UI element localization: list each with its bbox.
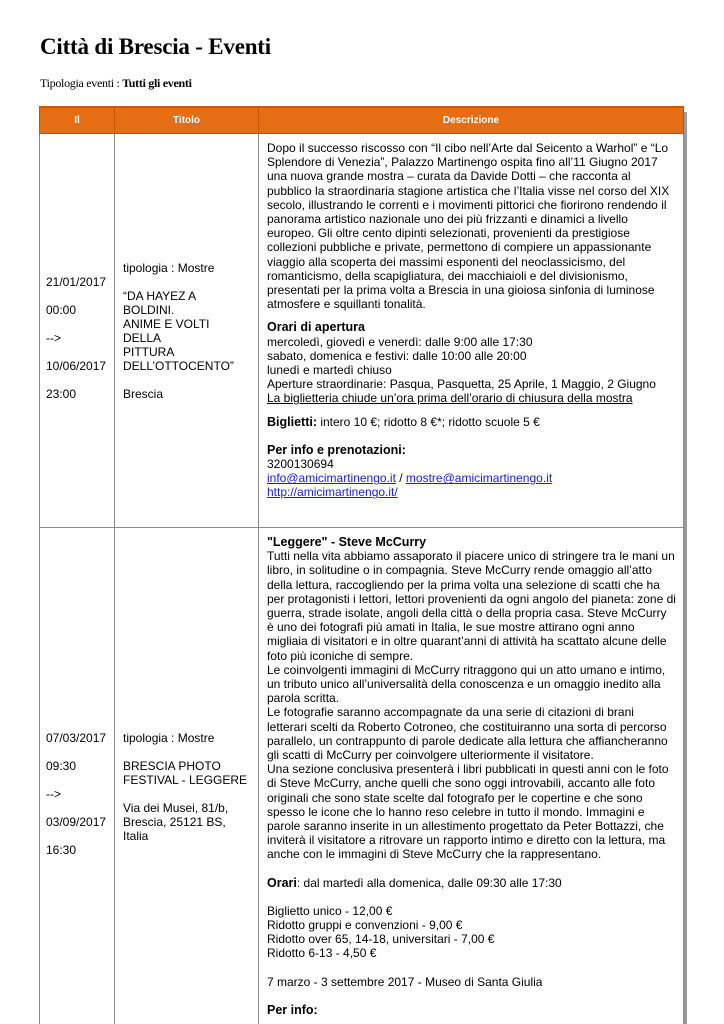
events-table [39,106,684,1024]
opening-hours-line: sabato, domenica e festivi: dalle 10:00 alle 20:00 [267,348,527,363]
time-start: 09:30 [46,758,77,773]
table-row [40,528,684,1024]
hours-text: : dal martedì alla domenica, dalle 09:30 alle 17:30 [296,875,562,890]
column-header-date: Il [40,107,115,134]
filter-label: Tipologia eventi : [40,76,123,90]
date-end: 03/09/2017 [46,814,107,829]
website-link[interactable]: http://amicimartinengo.it/ [267,485,398,500]
dates-and-venue: 7 marzo - 3 settembre 2017 - Museo di Santa Giulia [267,974,543,989]
event-date-cell [40,134,115,528]
email-separator: / [395,471,406,486]
opening-hours-line: lunedì e martedì chiuso [267,363,392,378]
hours-label: Orari [267,875,297,890]
price-line: Ridotto gruppi e convenzioni - 9,00 € [267,918,463,933]
contact-phone: 3200130694 [267,457,334,472]
opening-hours-line: mercoledì, giovedì e venerdì: dalle 9:00 alle 17:30 [267,334,533,349]
info-heading: Per info: [267,1002,318,1017]
tickets-label: Biglietti: [267,414,317,429]
description-paragraph: Tutti nella vita abbiamo assaporato il piacere unico di stringere tra le mani un libro, in solitudine o in compagnia. Steve McCurry rende omaggio all’atto della lettura, raccogliendo per la prima volta una selezione di scatti che ha per protagonisti i lettori, lettori provenienti da ogni angolo del pianeta: zone di guerra, strade isolate, angoli della città o della propria casa. Steve McCurry è uno dei fotografi più amati in Italia, le sue mostre attirano ogni anno migliaia di visitatori e in oltre quarant’anni di attività ha scattato alcune delle foto più iconiche di sempre. [267,549,676,663]
price-line: Biglietto unico - 12,00 € [267,903,393,918]
event-title-line: PITTURA [123,344,175,359]
event-title-line: “DA HAYEZ A BOLDINI. [123,288,196,317]
event-place: Brescia, 25121 BS, Italia [123,814,226,843]
event-type: tipologia : Mostre [123,260,215,275]
description-heading: "Leggere" - Steve McCurry [267,535,427,549]
event-date-cell [40,528,115,1024]
event-title-line: ANIME E VOLTI DELLA [123,316,210,345]
description-paragraph: Le coinvolgenti immagini di McCurry ritraggono qui un atto umano e intimo, un tributo unico all’universalità della conoscenza e un omaggio inedito alla parola scritta. [267,662,666,706]
event-place: Brescia [123,386,164,401]
event-type-filter [40,76,192,91]
description-paragraph: Le fotografie saranno accompagnate da una serie di citazioni di brani letterari scelti da Roberto Cotroneo, che costituiranno una sorta di percorso parallelo, un contrappunto di parole dedicate alla lettura che affiancheranno gli scatti di McCurry per coinvolgere ulteriormente il visitatore. [267,705,668,763]
contact-heading: Per info e prenotazioni: [267,442,406,457]
price-line: Ridotto 6-13 - 4,50 € [267,946,377,961]
description-intro: Dopo il successo riscosso con “Il cibo nell’Arte dal Seicento a Warhol” e “Lo Splendore di Venezia”, Palazzo Martinengo ospita fino all’11 Giugno 2017 una nuova grande mostra – curata da Davide Dotti – che racconta al pubblico la straordinaria stagione artistica che l’Italia visse nel corso del XIX secolo, illustrando le correnti e i movimenti pittorici che fiorirono rendendo il panorama artistico nazionale uno dei più frizzanti e dinamici a livello europeo. Gli oltre cento dipinti selezionati, provenienti da prestigiose collezioni pubbliche e private, permettono di compiere un appassionante viaggio alla scoperta dei massimi esponenti del neoclassicismo, del romanticismo, della scapigliatura, dei macchiaioli e del divisionismo, presentati per la prima volta a Brescia in una gioiosa sinfonia di luminose atmosfere e squillanti tonalità. [267,141,670,312]
price-line: Ridotto over 65, 14-18, universitari - 7,00 € [267,932,495,947]
ticket-office-note: La biglietteria chiude un’ora prima dell’orario di chiusura della mostra [267,391,633,406]
event-description-cell [259,528,684,1024]
event-description-cell [259,134,684,528]
event-type: tipologia : Mostre [123,730,215,745]
tickets-prices: intero 10 €; ridotto 8 €*; ridotto scuole 5 € [317,414,540,429]
date-arrow: --> [46,786,61,801]
date-start: 21/01/2017 [46,274,107,289]
time-end: 23:00 [46,386,77,401]
time-end: 16:30 [46,842,77,857]
event-title-cell [115,528,259,1024]
time-start: 00:00 [46,302,77,317]
column-header-title: Titolo [115,107,259,134]
table-row [40,134,684,528]
opening-hours-heading: Orari di apertura [267,320,365,335]
email-link-mostre[interactable]: mostre@amicimartinengo.it [405,471,553,486]
filter-value: Tutti gli eventi [122,76,192,90]
event-title-cell [115,134,259,528]
event-title-line: BRESCIA PHOTO [123,758,221,773]
table-header-row [40,107,684,134]
events-table-container [39,106,685,1024]
date-start: 07/03/2017 [46,730,107,745]
column-header-description: Descrizione [259,107,684,134]
date-arrow: --> [46,330,61,345]
description-paragraph: Una sezione conclusiva presenterà i libri pubblicati in questi anni con le foto di Steve McCurry, anche quelli che sono oggi introvabili, accanto alle foto originali che sono state scelte dal fotografo per le copertine e che sono spesso le icone che lo hanno reso celebre in tutto il mondo. Immagini e parole saranno inserite in un allestimento progettato da Peter Bottazzi, che inviterà il visitatore a ritrovare un rapporto intimo e diretto con la lettura, ma anche con le immagini di Steve McCurry che la rappresentano. [267,762,669,862]
event-title-line: DELL’OTTOCENTO” [123,358,234,373]
email-link-info[interactable]: info@amicimartinengo.it [267,471,396,486]
opening-hours-line: Aperture straordinarie: Pasqua, Pasquetta, 25 Aprile, 1 Maggio, 2 Giugno [267,377,656,392]
event-title-line: FESTIVAL - LEGGERE [123,772,248,787]
date-end: 10/06/2017 [46,358,107,373]
event-place: Via dei Musei, 81/b, [123,800,229,815]
page-title: Città di Brescia - Eventi [40,34,271,59]
